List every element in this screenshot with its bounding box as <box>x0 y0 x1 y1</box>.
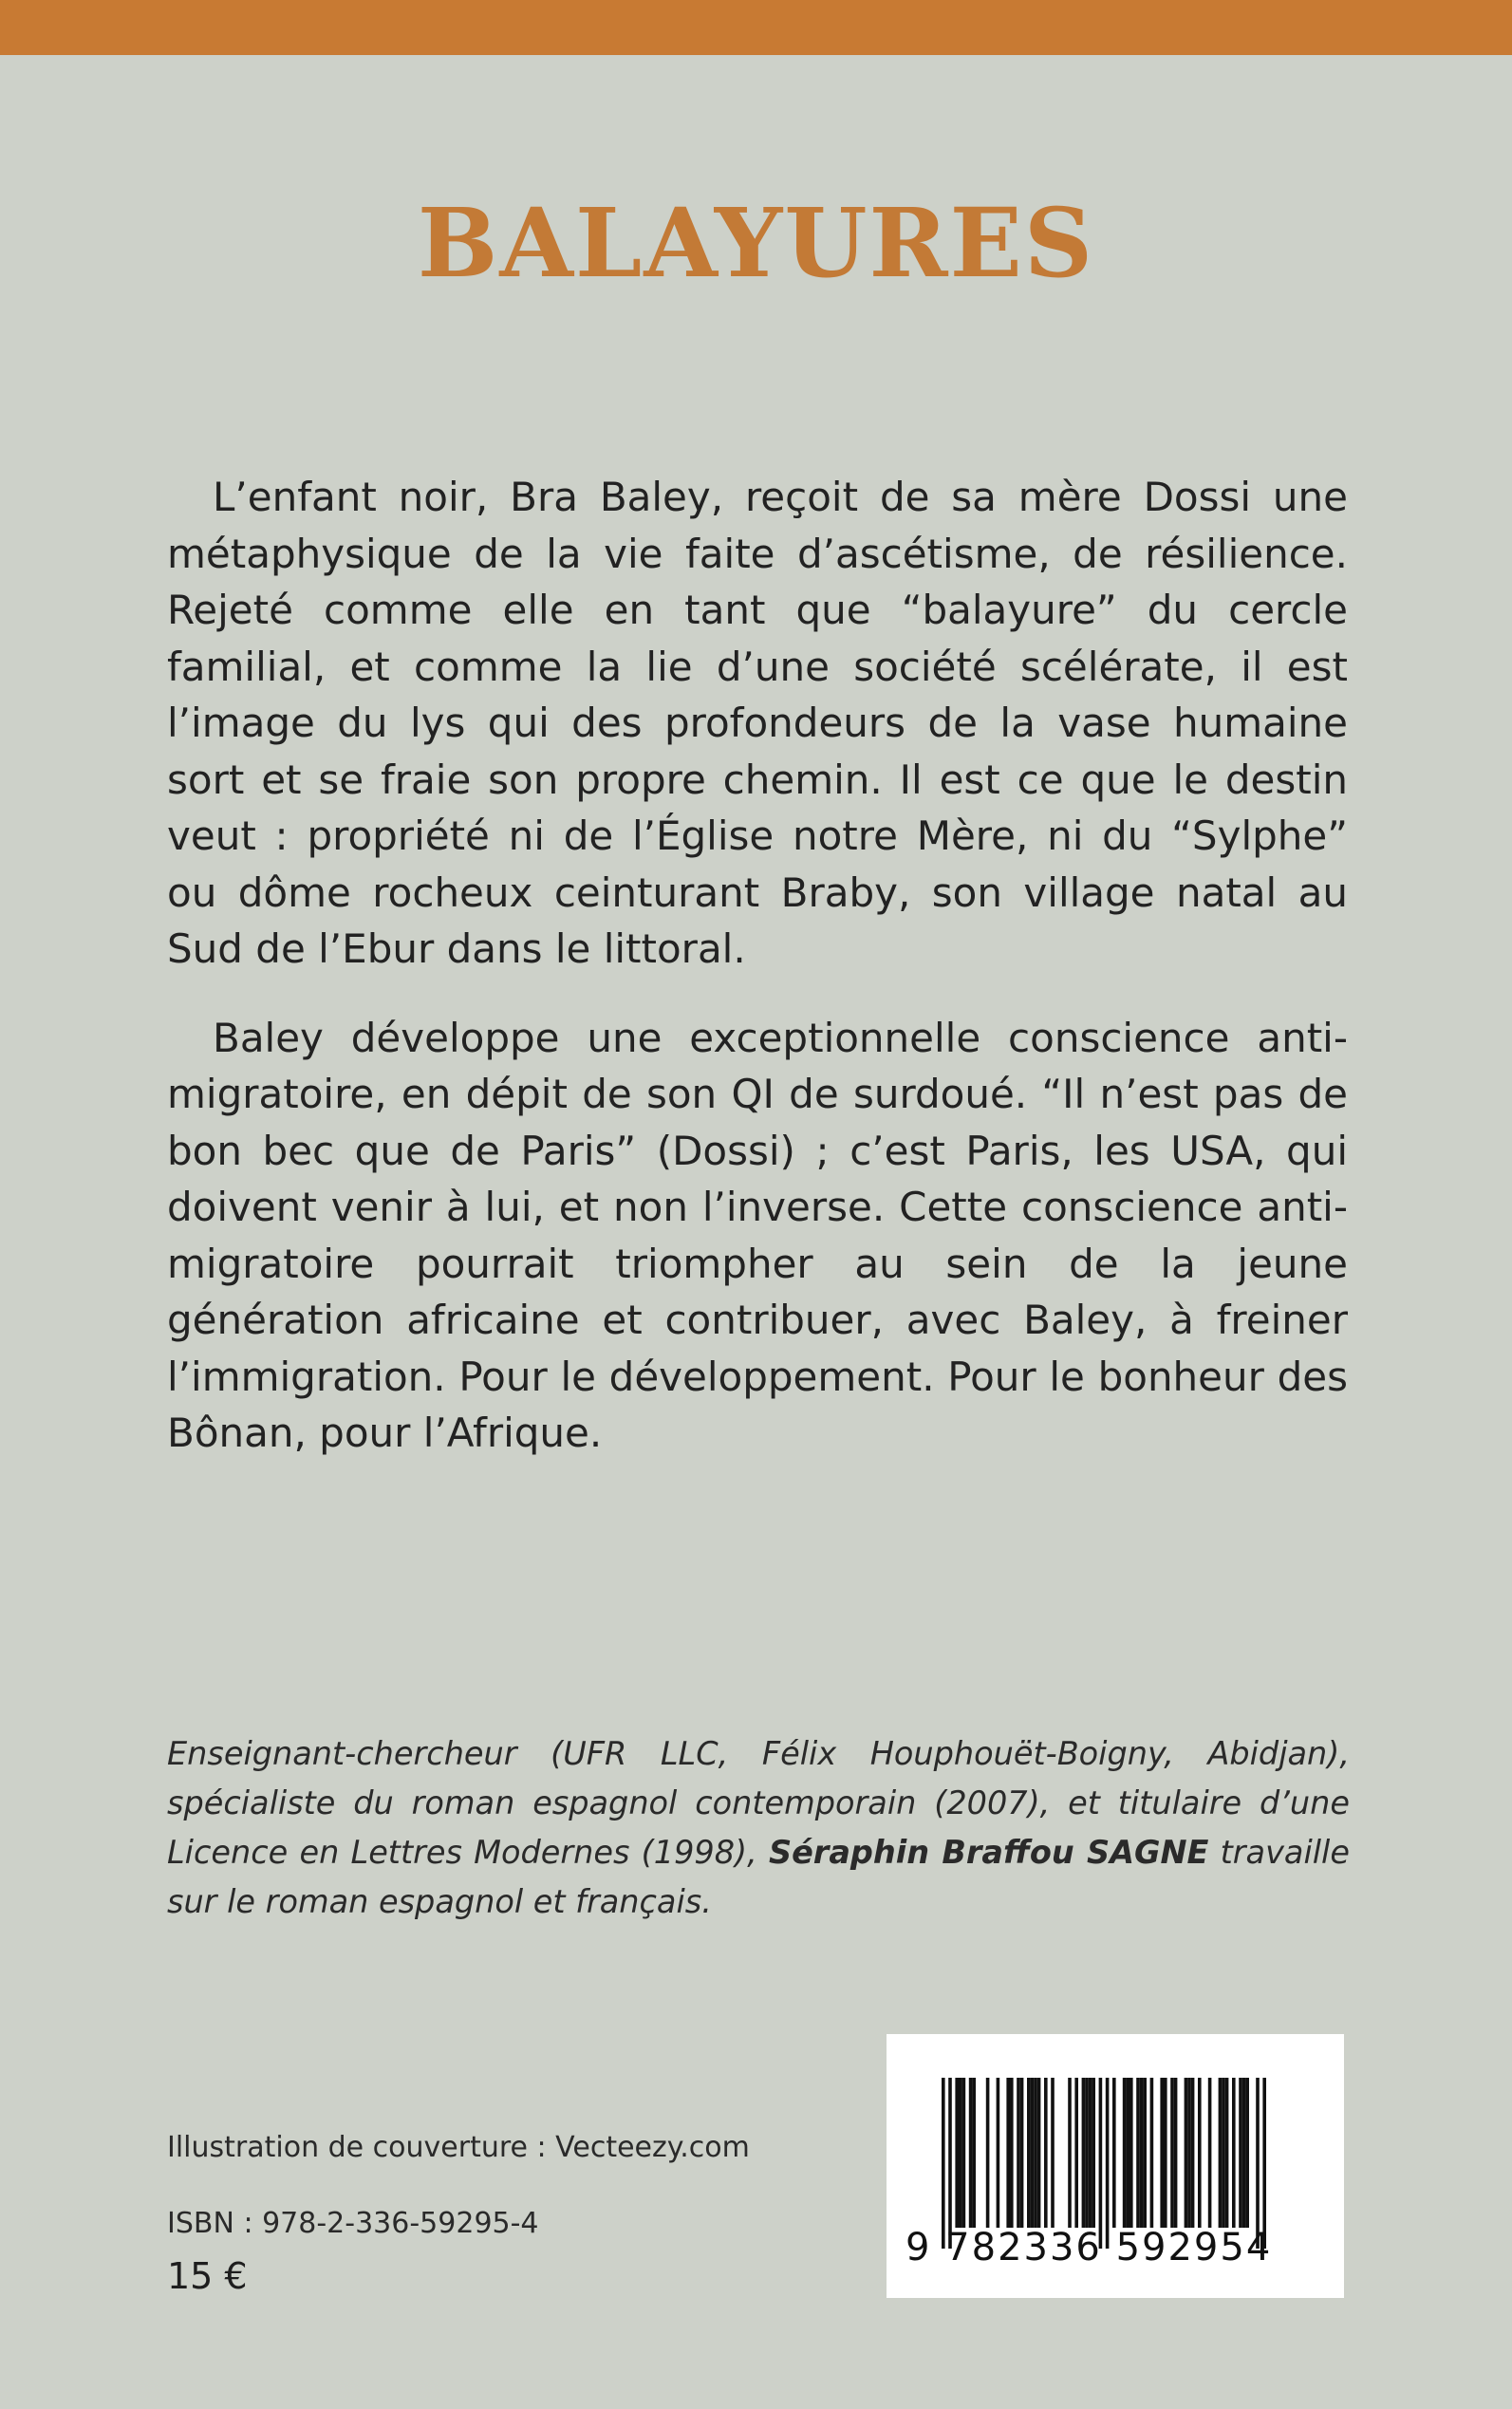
barcode-bar <box>1185 2078 1188 2228</box>
price: 15 € <box>167 2255 248 2297</box>
barcode-bar <box>1085 2078 1089 2228</box>
barcode-bar <box>1031 2078 1035 2228</box>
barcode-bar <box>1232 2078 1236 2228</box>
barcode-bar <box>948 2078 952 2249</box>
barcode-bar <box>1191 2078 1195 2228</box>
barcode-bar <box>1044 2078 1048 2228</box>
barcode-bar <box>962 2078 966 2228</box>
barcode-bar <box>1006 2078 1010 2228</box>
barcode-bar <box>1262 2078 1266 2249</box>
barcode-bar <box>959 2078 962 2228</box>
barcode-bar <box>1219 2078 1223 2228</box>
synopsis-paragraph-1: L’enfant noir, Bra Baley, reçoit de sa mère Dossi une métaphysique de la vie faite d’ascétisme, de résilience. Rejeté comme elle en tant que “balayure” du cercle familial, et comme la lie d’une société scélérate, il est l’image du lys qui des profondeurs de la vase humaine sort et se fraie son propre chemin. Il est ce que le destin veut : propriété ni de l’Église notre Mère, ni du “Sylphe” ou dôme rocheux ceinturant Braby, son village natal au Sud de l’Ebur dans le littoral. <box>167 474 1348 972</box>
barcode-bar <box>1037 2078 1041 2228</box>
illustration-credit: Illustration de couverture : Vecteezy.com <box>167 2131 750 2164</box>
isbn: ISBN : 978-2-336-59295-4 <box>167 2207 539 2240</box>
author-bio-text-after: travaille sur le roman espagnol et français. <box>167 1834 1350 1920</box>
barcode-bar <box>1123 2078 1127 2228</box>
barcode-bar <box>1129 2078 1133 2228</box>
barcode-bar <box>1150 2078 1154 2228</box>
barcode-bar <box>1020 2078 1024 2228</box>
barcode-bar <box>1106 2078 1110 2249</box>
barcode-bar <box>986 2078 990 2228</box>
barcode-bar <box>1170 2078 1174 2228</box>
barcode-bar <box>1143 2078 1147 2228</box>
barcode-bar <box>1126 2078 1129 2228</box>
barcode-bar <box>1034 2078 1037 2228</box>
barcode-bar <box>1068 2078 1072 2228</box>
author-bio-text-before: Enseignant-chercheur (UFR LLC, Félix Houphouët-Boigny, Abidjan), spécialiste du roman espagnol contemporain (2007), et titulaire d’une Licence en Lettres Modernes (1998), <box>167 1735 1350 1871</box>
synopsis-paragraph-2: Baley développe une exceptionnelle conscience anti-migratoire, en dépit de son QI de surdoué. “Il n’est pas de bon bec que de Paris” (Dossi) ; c’est Paris, les USA, qui doivent venir à lui, et non l’inverse. Cette conscience anti-migratoire pourrait triompher au sein de la jeune génération africaine et contribuer, avec Baley, à freiner l’immigration. Pour le développement. Pour le bonheur des Bônan, pour l’Afrique. <box>167 1014 1348 1456</box>
barcode-bar <box>1245 2078 1249 2228</box>
author-name: Séraphin Braffou SAGNE <box>768 1834 1209 1871</box>
barcode <box>887 2034 1344 2298</box>
barcode-bar <box>1027 2078 1031 2228</box>
barcode-bar <box>1082 2078 1086 2228</box>
barcode-bar <box>1256 2078 1260 2249</box>
top-color-band <box>0 0 1512 55</box>
barcode-bar <box>1174 2078 1178 2228</box>
barcode-bar <box>1017 2078 1020 2228</box>
synopsis <box>167 469 1348 1494</box>
book-title: BALAYURES <box>417 187 1095 299</box>
author-bio <box>167 1729 1350 1927</box>
barcode-number: 9 782336 592954 <box>905 2226 1273 2269</box>
barcode-bar <box>1239 2078 1242 2228</box>
barcode-bar <box>1092 2078 1095 2228</box>
barcode-bar <box>1140 2078 1144 2228</box>
barcode-bar <box>1208 2078 1212 2228</box>
barcode-bar <box>972 2078 976 2228</box>
barcode-bar <box>1164 2078 1167 2228</box>
barcode-bar <box>1187 2078 1191 2228</box>
barcode-bar <box>1010 2078 1014 2228</box>
barcode-bar <box>1225 2078 1229 2228</box>
barcode-bar <box>969 2078 973 2228</box>
barcode-bar <box>1242 2078 1246 2228</box>
barcode-bar <box>1074 2078 1078 2228</box>
barcode-bar <box>1051 2078 1055 2228</box>
barcode-bar <box>1160 2078 1164 2228</box>
barcode-bar <box>1089 2078 1092 2228</box>
barcode-bar <box>997 2078 1000 2228</box>
barcode-bar <box>942 2078 945 2249</box>
barcode-bar <box>955 2078 959 2228</box>
barcode-bar <box>1136 2078 1140 2228</box>
barcode-bar <box>1112 2078 1116 2228</box>
barcode-bar <box>1198 2078 1202 2228</box>
barcode-bar <box>1099 2078 1103 2249</box>
barcode-bar <box>1222 2078 1225 2228</box>
